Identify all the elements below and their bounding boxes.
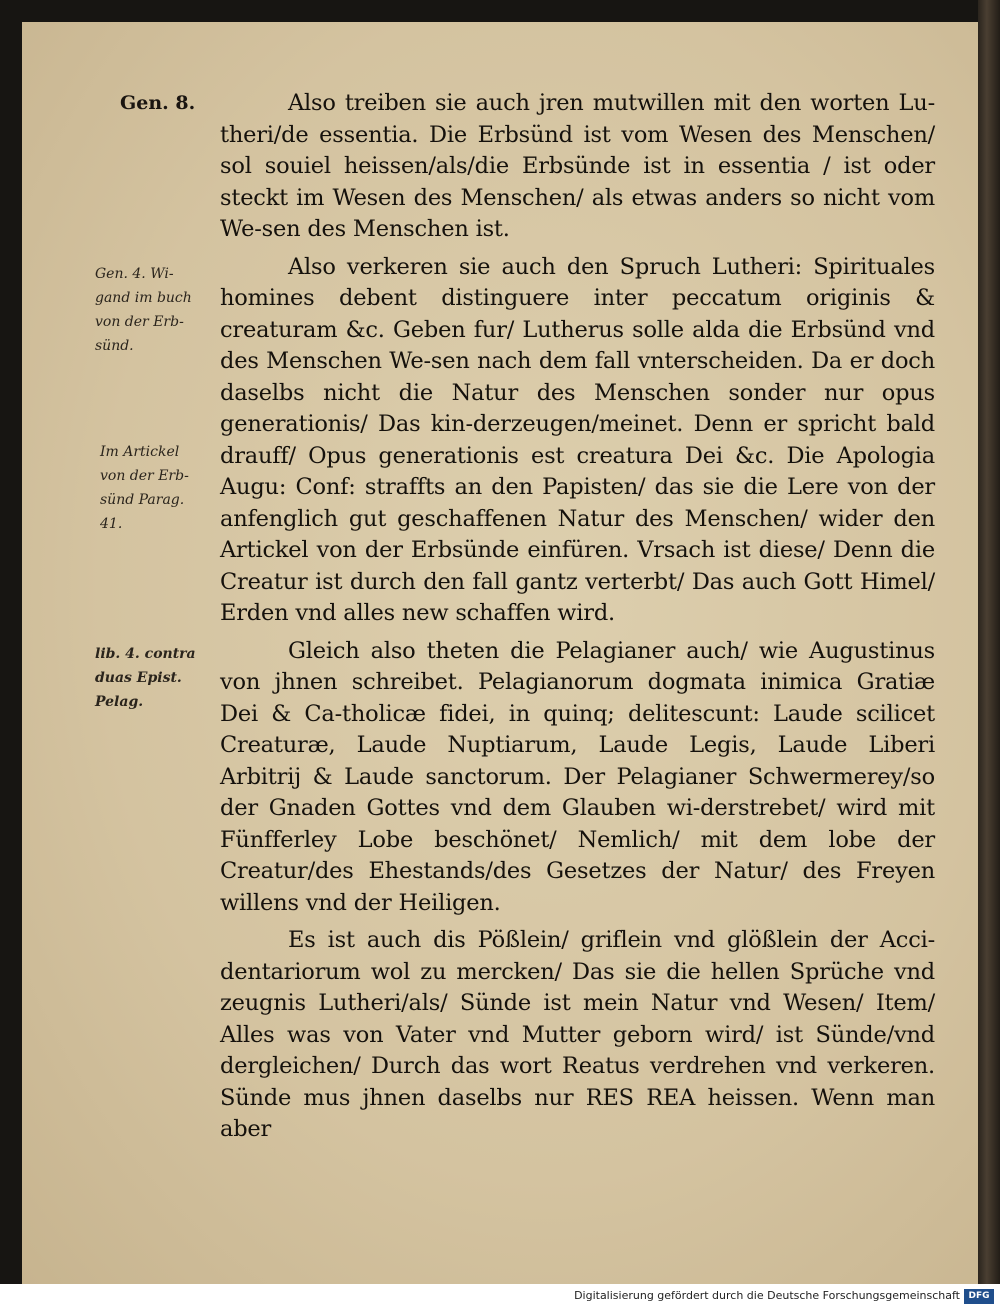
paragraph: Also verkeren sie auch den Spruch Lutheri: Spirituales homines debent distinguere inter peccatum originis & creaturam &c. Geben fur/ Lutherus solle alda die Erbsünd vnd des Menschen We-sen nach dem fall vnterscheiden. Da er doch daselbs nicht die Natur des Menschen sonder nur opus generationis/ Das kin-derzeugen/meinet. Denn er spricht bald drauff/ Opus generationis est creatura Dei &c. Die Apologia Augu: Conf: straffts an den Papisten/ das sie die Lere von der anfenglich gut geschaffenen Natur des Menschen/ wider den Artickel von der Erbsünde einfüren. Vrsach ist diese/ Denn die Creatur ist durch den fall gantz verterbt/ Das auch Gott Himel/ Erden vnd alles new schaffen wird. [220,253,935,626]
funding-notice: Digitalisierung gefördert durch die Deutsche Forschungsgemeinschaft [574,1289,960,1302]
page-edge [978,0,1000,1290]
margin-note: Gen. 4. Wi- gand im buch von der Erb- sünd. [95,266,192,354]
paragraph: Gleich also theten die Pelagianer auch/ wie Augustinus von jhnen schreibet. Pelagianorum dogmata inimica Gratiæ Dei & Ca-tholicæ fidei, in quinq; delitescunt: Laude scilicet Creaturæ, Laude Nuptiarum, Laude Legis, Laude Liberi Arbitrij & Laude sanctorum. Der Pelagianer Schwermerey/so der Gnaden Gottes vnd dem Glauben wi-derstrebet/ wird mit Fünfferley Lobe beschönet/ Nemlich/ mit dem lobe der Creatur/des Ehestands/des Gesetzes der Natur/ des Freyen willens vnd der Heiligen. [220,637,935,916]
body-text [220,88,935,1146]
paragraph: Also treiben sie auch jren mutwillen mit den worten Lu-theri/de essentia. Die Erbsünd ist vom Wesen des Menschen/ sol souiel heissen/als/die Erbsünde ist in essentia / ist oder steckt im Wesen des Menschen/ als etwas anders so nicht vom We-sen des Menschen ist. [220,90,935,242]
marginal-reference: Gen. 8. [120,92,196,114]
paragraph: Es ist auch dis Pößlein/ griflein vnd glößlein der Acci-dentariorum wol zu mercken/ Das sie die hellen Sprüche vnd zeugnis Lutheri/als/ Sünde ist mein Natur vnd Wesen/ Item/ Alles was von Vater vnd Mutter geborn wird/ ist Sünde/vnd dergleichen/ Durch das wort Reatus verdrehen vnd verkeren. Sünde mus jhnen daselbs nur RES REA heissen. Wenn man aber [220,927,935,1142]
margin-note: Im Artickel von der Erb- sünd Parag. 41. [100,444,189,532]
dfg-logo: DFG [964,1289,994,1304]
footer-bar [0,1284,1000,1310]
margin-note: lib. 4. contra duas Epist. Pelag. [95,646,196,710]
